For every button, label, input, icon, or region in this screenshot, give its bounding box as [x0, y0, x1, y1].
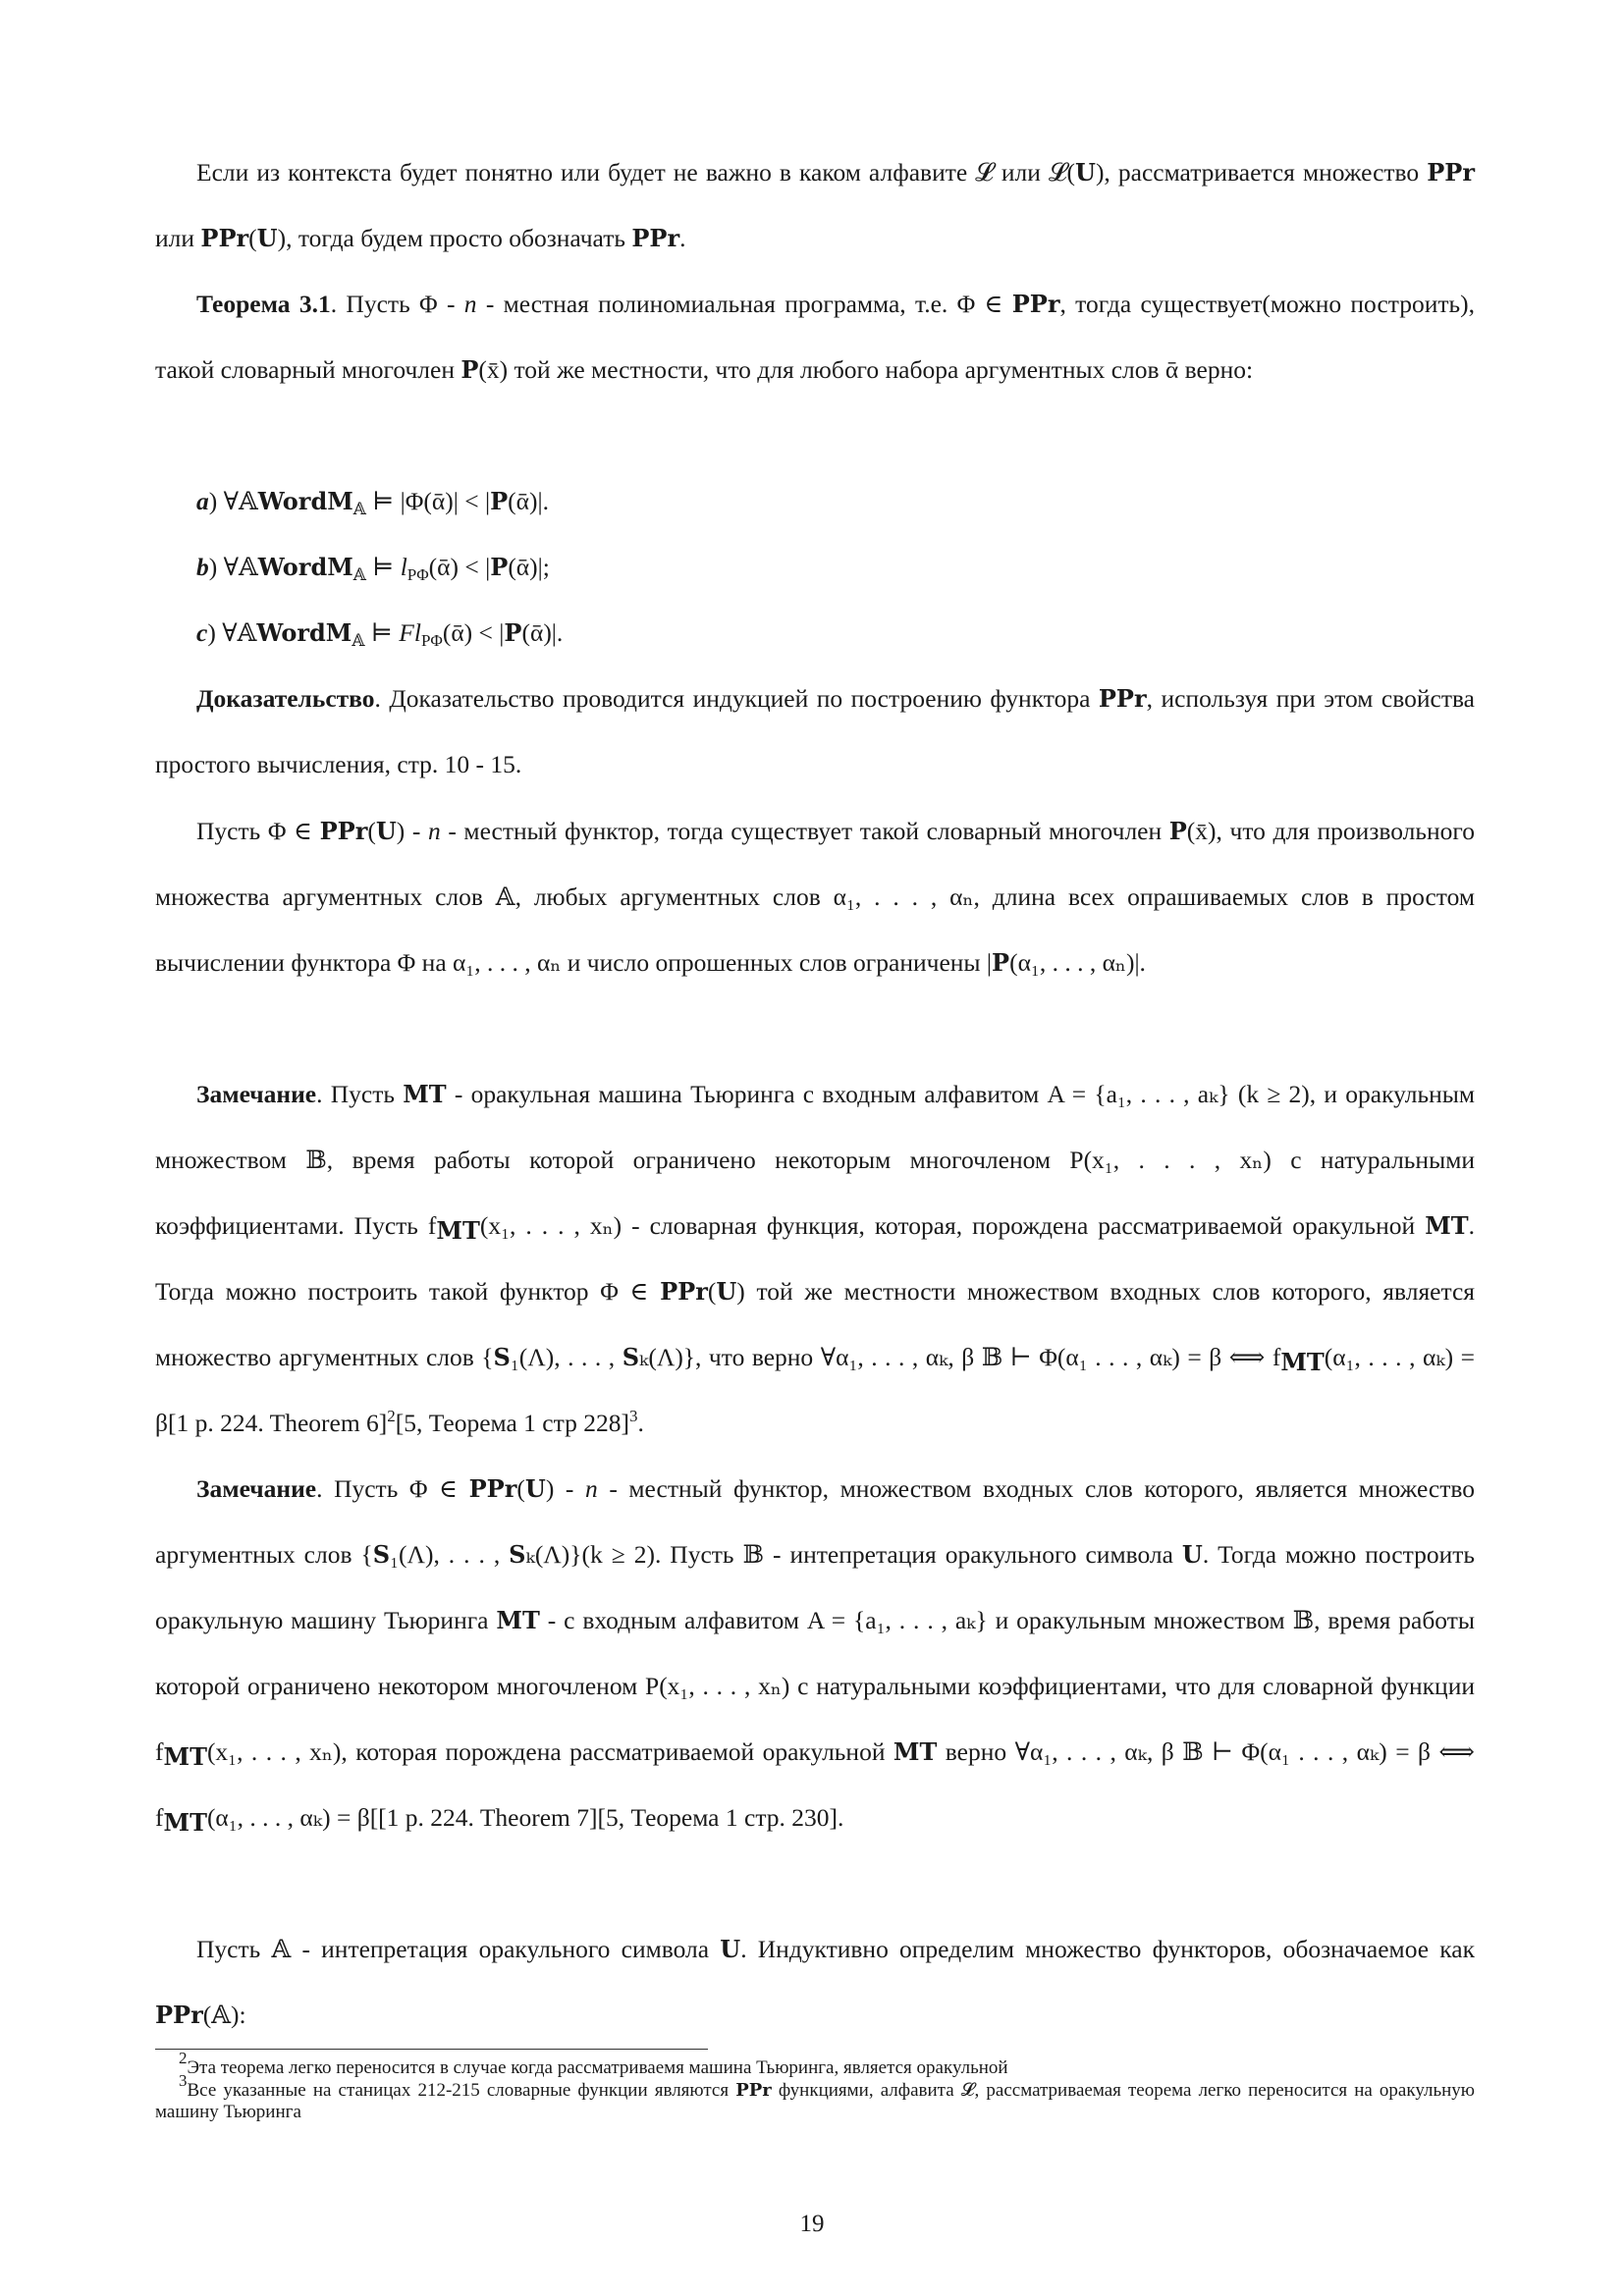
text: ⊨	[366, 553, 401, 581]
bold-term: U	[256, 224, 278, 252]
footnote-ref[interactable]: 2	[387, 1407, 396, 1425]
text: (	[367, 817, 376, 845]
text: - местный функтор, множеством входных слов которого, является множество аргументных слов {	[155, 1474, 1475, 1569]
bold-term: U	[720, 1935, 741, 1963]
bold-term: S	[509, 1540, 526, 1569]
text: (x̄), что для произвольного множества аргументных слов 𝔸, любых аргументных слов α₁, . . . , αₙ, длина всех опрашиваемых слов в простом вычислении функтора Φ на α₁, . . . , αₙ и число опрошенных слов ограничены |	[155, 817, 1476, 977]
text: .	[637, 1409, 644, 1437]
text: ₖ(Λ)}(k ≥ 2). Пусть 𝔹 - интепретация оракульного символа	[525, 1540, 1182, 1569]
paragraph-intro	[155, 139, 1475, 271]
bold-term: PPr	[319, 817, 368, 845]
text: . Индуктивно определим множество функторов, обозначаемое как	[740, 1935, 1475, 1963]
subscript: 𝔸	[352, 565, 366, 584]
text: ) той же местности множеством входных слов которого, является множество аргументных слов {	[155, 1277, 1475, 1371]
paragraph-functor	[155, 798, 1475, 995]
bold-term: MT	[403, 1080, 447, 1108]
subscript: PΦ	[420, 631, 443, 650]
paragraph-definition	[155, 1916, 1475, 2048]
text: ) -	[396, 817, 428, 845]
text: (	[248, 224, 257, 252]
subscript: PΦ	[406, 565, 429, 584]
bold-term: S	[372, 1540, 391, 1569]
text: ⊨ |Φ(ᾱ)| < |	[366, 487, 491, 515]
proof-heading: Доказательство	[196, 684, 375, 713]
remark-1	[155, 1061, 1475, 1456]
text: или	[155, 224, 201, 252]
math-var: n	[427, 817, 441, 845]
math-var: l	[400, 553, 407, 581]
text: - с входным алфавитом A = {a₁, . . . , aₖ} и оракульным множеством 𝔹, время работы которой ограничено некотором многочленом P(x₁, . . . , xₙ) с натуральными коэффициентами, что для словарной функции f	[155, 1606, 1475, 1766]
footnote-text: Эта теорема легко переносится в случае когда рассматриваемя машина Тьюринга, является оракульной	[187, 2057, 1008, 2078]
bold-term: U	[524, 1474, 546, 1503]
subscript: MT	[436, 1216, 480, 1245]
footnote-3	[155, 2071, 1475, 2123]
subscript: 𝔸	[352, 500, 366, 518]
bold-term: WordM	[257, 553, 353, 581]
bold-term: PPr	[1427, 158, 1475, 187]
text: ) ∀𝔸	[207, 618, 257, 647]
footnote-mark: 2	[179, 2049, 188, 2067]
bold-term: U	[1181, 1540, 1203, 1569]
text: ) ∀𝔸	[208, 487, 258, 515]
text: ₁(Λ), . . . ,	[510, 1343, 623, 1371]
text: . Пусть Φ -	[330, 290, 464, 318]
footnote-mark: 3	[179, 2071, 188, 2090]
bold-term: P	[1168, 817, 1187, 845]
footnote-divider	[155, 2049, 708, 2050]
bold-term: PPr	[631, 224, 680, 252]
text: (ᾱ) < |	[442, 618, 505, 647]
text: ₖ(Λ)}, что верно ∀α₁, . . . , αₖ, β 𝔹 ⊢ Φ(α₁ . . . , αₖ) = β ⟺ f	[639, 1343, 1281, 1371]
text: . Тогда можно построить оракульную машину Тьюринга	[155, 1540, 1475, 1634]
remark-heading: Замечание	[196, 1080, 317, 1108]
text: (x₁, . . . , xₙ), которая порождена рассматриваемой оракульной	[206, 1737, 893, 1766]
theorem-3-1	[155, 271, 1475, 402]
text: (ᾱ)|.	[521, 618, 564, 647]
math-var: Fl	[399, 618, 421, 647]
bold-term: MT	[893, 1737, 938, 1766]
bold-term: WordM	[257, 487, 353, 515]
text: .	[679, 224, 686, 252]
theorem-item-a	[196, 468, 549, 534]
text: (ᾱ) < |	[428, 553, 491, 581]
text: верно ∀α₁, . . . , αₖ, β 𝔹 ⊢ Φ(α₁ . . . , αₖ) = β ⟺ f	[155, 1737, 1475, 1832]
text: ) ∀𝔸	[208, 553, 258, 581]
bold-term: U	[716, 1277, 737, 1306]
bold-term: P	[460, 355, 479, 384]
text: ₁(Λ), . . . ,	[390, 1540, 510, 1569]
bold-term: P	[490, 487, 509, 515]
text: (α₁, . . . , αₖ) = β[1 p. 224. Theorem 6]	[155, 1343, 1475, 1437]
subscript: MT	[163, 1742, 207, 1771]
footnote-ref[interactable]: 3	[628, 1407, 638, 1425]
text: . Пусть Φ ∈	[316, 1474, 469, 1503]
subscript: MT	[1280, 1348, 1325, 1376]
bold-term: P	[490, 553, 509, 581]
text: (ᾱ)|;	[508, 553, 550, 581]
text: (α₁, . . . , αₖ) = β[[1 p. 224. Theorem 7][5, Теорема 1 стр. 230].	[206, 1803, 844, 1832]
text: . Пусть	[316, 1080, 404, 1108]
text: - местная полиномиальная программа, т.е. Φ ∈	[476, 290, 1012, 318]
text: (	[516, 1474, 525, 1503]
text: (x₁, . . . , xₙ) - словарная функция, которая, порождена рассматриваемой оракульной	[479, 1211, 1426, 1240]
bold-term: PPr	[735, 2080, 772, 2101]
bold-term: PPr	[1098, 684, 1147, 713]
text: (α₁, . . . , αₙ)|.	[1009, 948, 1146, 977]
subscript: MT	[163, 1808, 207, 1837]
bold-term: WordM	[256, 618, 352, 647]
item-label: a	[196, 487, 209, 515]
bold-term: U	[1075, 158, 1096, 187]
bold-term: PPr	[660, 1277, 708, 1306]
text: - оракульная машина Тьюринга с входным алфавитом A = {a₁, . . . , aₖ} (k ≥ 2), и оракульным множеством 𝔹, время работы которой ограничено некоторым многочленом P(x₁, . . . , xₙ) с натуральными коэффициентами. Пусть f	[155, 1080, 1475, 1240]
text: . Тогда можно построить такой функтор Φ ∈	[155, 1211, 1475, 1306]
text: Пусть Φ ∈	[196, 817, 320, 845]
proof-paragraph	[155, 666, 1475, 797]
bold-term: P	[992, 948, 1010, 977]
text: , тогда существует(можно построить), такой словарный многочлен	[155, 290, 1476, 384]
text: ⊨	[364, 618, 400, 647]
text: Пусть 𝔸 - интепретация оракульного символа	[196, 1935, 721, 1963]
bold-term: MT	[1425, 1211, 1469, 1240]
text: ), тогда будем просто обозначать	[277, 224, 632, 252]
subscript: 𝔸	[352, 631, 365, 650]
text: (x̄) той же местности, что для любого набора аргументных слов ᾱ верно:	[478, 355, 1254, 384]
page-number: 19	[799, 2211, 825, 2237]
text: Если из контекста будет понятно или будет не важно в каком алфавите 𝓛 или 𝓛(	[196, 158, 1075, 187]
text: (𝔸):	[202, 2001, 246, 2029]
bold-term: PPr	[468, 1474, 517, 1503]
text: - местный функтор, тогда существует такой словарный многочлен	[440, 817, 1169, 845]
bold-term: P	[504, 618, 522, 647]
math-var: n	[463, 290, 477, 318]
text: (ᾱ)|.	[508, 487, 549, 515]
bold-term: PPr	[155, 2001, 203, 2029]
bold-term: PPr	[1011, 290, 1060, 318]
footnote-text: Все указанные на станицах 212-215 словарные функции являются	[187, 2080, 736, 2101]
remark-heading: Замечание	[196, 1474, 317, 1503]
text: ) -	[545, 1474, 585, 1503]
bold-term: S	[622, 1343, 640, 1371]
remark-2	[155, 1456, 1475, 1850]
theorem-heading: Теорема 3.1	[196, 290, 331, 318]
item-label: b	[196, 553, 209, 581]
text: ), рассматривается множество	[1095, 158, 1428, 187]
theorem-item-b	[196, 534, 550, 600]
bold-term: S	[493, 1343, 511, 1371]
theorem-item-c	[196, 600, 563, 666]
item-label: c	[196, 618, 208, 647]
math-var: n	[584, 1474, 598, 1503]
text: , используя при этом свойства простого вычисления, стр. 10 - 15.	[155, 684, 1475, 778]
text: (	[707, 1277, 717, 1306]
bold-term: MT	[496, 1606, 540, 1634]
footnote-2	[155, 2049, 1475, 2079]
bold-term: PPr	[200, 224, 249, 252]
text: . Доказательство проводится индукцией по построению функтора	[374, 684, 1099, 713]
text: [5, Теорема 1 стр 228]	[395, 1409, 629, 1437]
footnote-text: функциями, алфавита 𝓛, рассматриваемая теорема легко переносится на оракульную машину Тьюринга	[155, 2080, 1475, 2122]
bold-term: U	[375, 817, 397, 845]
